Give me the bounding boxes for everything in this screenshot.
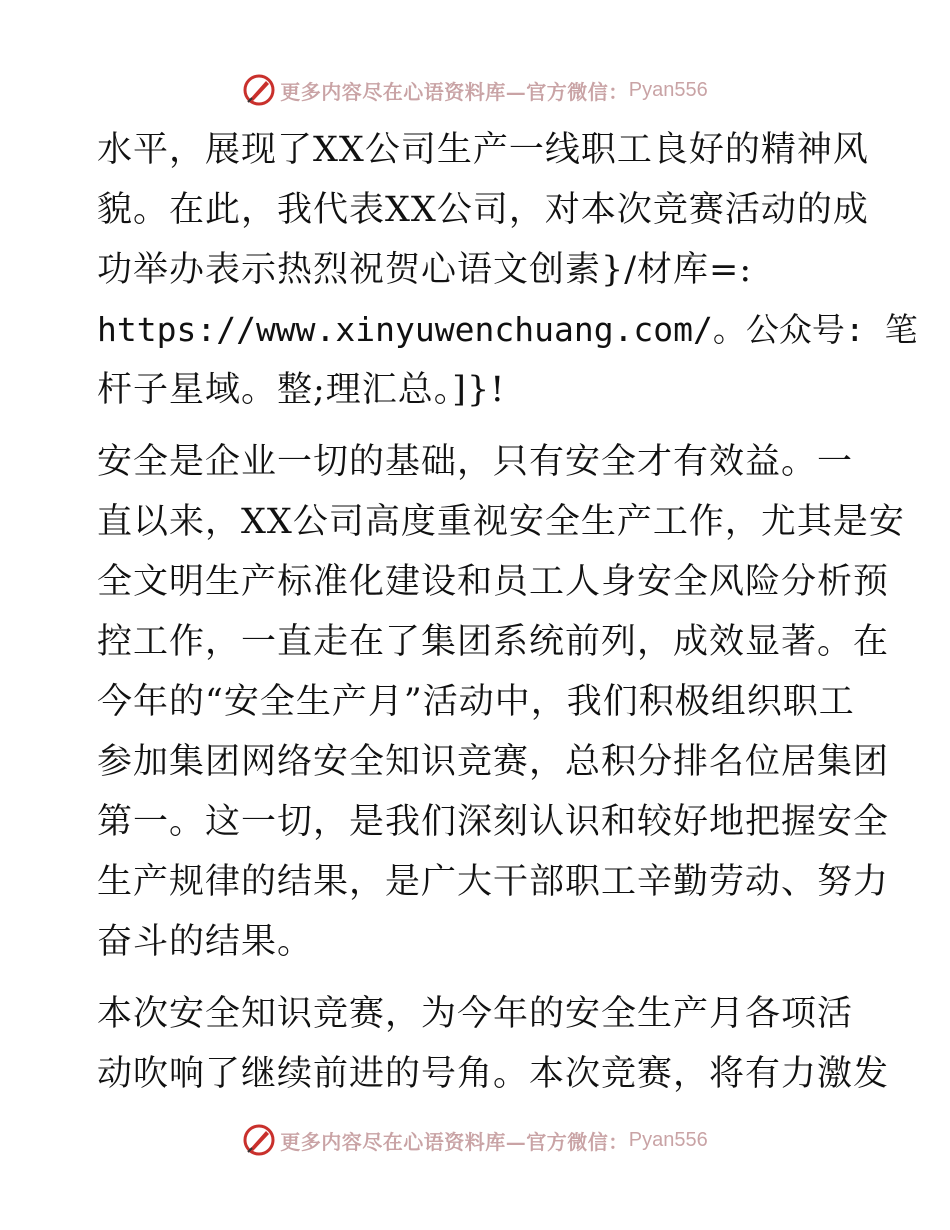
text-line: 生产规律的结果，是广大干部职工辛勤劳动、努力: [97, 862, 890, 902]
text-line: 安全是企业一切的基础，只有安全才有效益。一: [97, 442, 854, 482]
paragraph: [97, 432, 905, 972]
quill-seal-logo-icon: [242, 73, 276, 107]
paragraph: [97, 120, 918, 420]
text-line: 杆子星域。整;理汇总。]}!: [97, 370, 506, 410]
text-line: 功举办表示热烈祝贺心语文创素}/材库=:: [97, 250, 753, 290]
text-line: 水平，展现了XX公司生产一线职工良好的精神风: [97, 130, 869, 170]
text-line-url: https://www.xinyuwenchuang.com/。公众号: 笔: [97, 310, 918, 349]
text-line: 本次安全知识竞赛，为今年的安全生产月各项活: [97, 994, 854, 1034]
header-banner-contact: Pyan556: [628, 78, 708, 101]
footer-banner-contact: Pyan556: [628, 1128, 708, 1151]
text-line: 今年的“安全生产月”活动中，我们积极组织职工: [97, 682, 855, 722]
text-line: 全文明生产标准化建设和员工人身安全风险分析预: [97, 562, 890, 602]
header-banner-text: 更多内容尽在心语资料库—官方微信：: [280, 79, 629, 104]
quill-seal-logo-icon: [242, 1123, 276, 1157]
text-line: 控工作，一直走在了集团系统前列，成效显著。在: [97, 622, 890, 662]
header-banner: [0, 70, 950, 110]
text-line: 第一。这一切，是我们深刻认识和较好地把握安全: [97, 802, 890, 842]
text-line: 参加集团网络安全知识竞赛，总积分排名位居集团: [97, 742, 890, 782]
footer-banner-text: 更多内容尽在心语资料库—官方微信：: [280, 1129, 629, 1154]
text-line: 奋斗的结果。: [97, 922, 314, 962]
document-body: [97, 120, 918, 1104]
paragraph: [97, 984, 890, 1104]
text-line: 动吹响了继续前进的号角。本次竞赛，将有力激发: [97, 1054, 890, 1094]
text-line: 貌。在此，我代表XX公司，对本次竞赛活动的成: [97, 190, 869, 230]
footer-banner: [0, 1120, 950, 1160]
text-line: 直以来，XX公司高度重视安全生产工作，尤其是安: [97, 502, 905, 542]
